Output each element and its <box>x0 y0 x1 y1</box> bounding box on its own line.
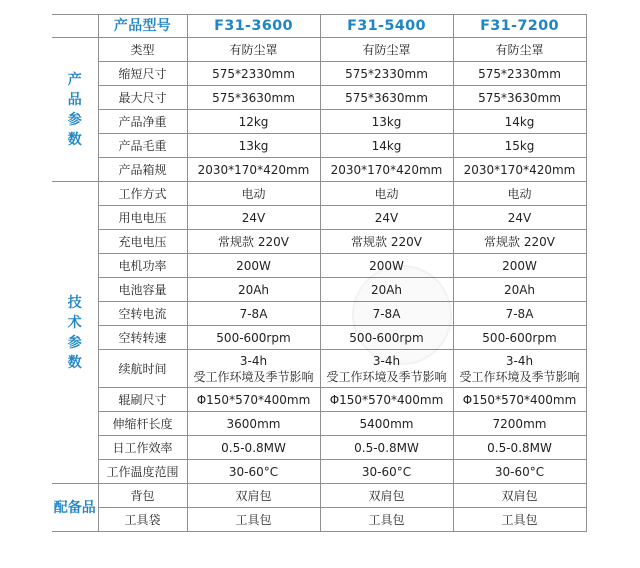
value-cell: Φ150*570*400mm <box>453 388 586 412</box>
value-cell: 3600mm <box>187 412 320 436</box>
value-cell: 有防尘罩 <box>320 38 453 62</box>
value-cell: 0.5-0.8MW <box>453 436 586 460</box>
value-cell: 500-600rpm <box>453 326 586 350</box>
table-row <box>52 302 586 326</box>
table-row <box>52 158 586 182</box>
value-cell: 电动 <box>453 182 586 206</box>
table-row <box>52 350 586 388</box>
header-model-3: F31-7200 <box>453 15 586 38</box>
value-cell: 0.5-0.8MW <box>187 436 320 460</box>
value-note: 受工作环境及季节影响 <box>459 369 580 384</box>
value-main: 3-4h <box>239 353 268 368</box>
section-label <box>52 38 98 182</box>
row-label: 工具袋 <box>98 508 187 532</box>
table-row <box>52 412 586 436</box>
value-cell: 30-60°C <box>320 460 453 484</box>
header-title: 产品型号 <box>98 15 187 38</box>
table-row <box>52 110 586 134</box>
section-label-char: 数 <box>67 354 82 371</box>
table-row <box>52 182 586 206</box>
value-main: 3-4h <box>505 353 534 368</box>
value-cell: 0.5-0.8MW <box>320 436 453 460</box>
value-cell: 200W <box>453 254 586 278</box>
row-label: 用电电压 <box>98 206 187 230</box>
value-note: 受工作环境及季节影响 <box>193 369 314 384</box>
table-row <box>52 388 586 412</box>
value-cell: 工具包 <box>453 508 586 532</box>
row-label: 工作温度范围 <box>98 460 187 484</box>
section-label-char: 技 <box>67 294 82 311</box>
header-model-1: F31-3600 <box>187 15 320 38</box>
value-main: 3-4h <box>372 353 401 368</box>
row-label: 空转电流 <box>98 302 187 326</box>
header-model-2: F31-5400 <box>320 15 453 38</box>
section-label-char: 参 <box>67 111 82 128</box>
value-cell: 20Ah <box>187 278 320 302</box>
value-cell: 30-60°C <box>453 460 586 484</box>
section-label-char: 术 <box>67 314 82 331</box>
table-row <box>52 62 586 86</box>
value-cell: 2030*170*420mm <box>187 158 320 182</box>
value-cell: 7-8A <box>187 302 320 326</box>
row-label: 背包 <box>98 484 187 508</box>
table-row <box>52 230 586 254</box>
section-label-char: 配备品 <box>53 499 96 516</box>
value-cell: 200W <box>187 254 320 278</box>
value-cell: 575*2330mm <box>187 62 320 86</box>
value-cell: 14kg <box>320 134 453 158</box>
value-cell: 电动 <box>320 182 453 206</box>
value-cell: 30-60°C <box>187 460 320 484</box>
value-cell: 24V <box>187 206 320 230</box>
value-cell: 200W <box>320 254 453 278</box>
value-cell: 500-600rpm <box>187 326 320 350</box>
value-cell: 2030*170*420mm <box>320 158 453 182</box>
value-cell <box>320 350 453 388</box>
value-cell: 常规款 220V <box>187 230 320 254</box>
row-label: 充电电压 <box>98 230 187 254</box>
value-cell: 24V <box>320 206 453 230</box>
section-label-char: 参 <box>67 334 82 351</box>
value-cell: 7200mm <box>453 412 586 436</box>
value-cell: 15kg <box>453 134 586 158</box>
value-cell: 双肩包 <box>453 484 586 508</box>
value-cell: 575*3630mm <box>320 86 453 110</box>
value-cell: 20Ah <box>453 278 586 302</box>
value-cell: 常规款 220V <box>453 230 586 254</box>
value-cell: 2030*170*420mm <box>453 158 586 182</box>
value-cell: 12kg <box>187 110 320 134</box>
section-label-char: 产 <box>67 71 82 88</box>
value-cell: 双肩包 <box>187 484 320 508</box>
row-label: 电机功率 <box>98 254 187 278</box>
row-label: 辊刷尺寸 <box>98 388 187 412</box>
value-cell: 电动 <box>187 182 320 206</box>
section-label <box>52 484 98 532</box>
table-row <box>52 326 586 350</box>
section-label-char: 数 <box>67 131 82 148</box>
value-cell: 20Ah <box>320 278 453 302</box>
table-row <box>52 460 586 484</box>
row-label: 产品毛重 <box>98 134 187 158</box>
table-row <box>52 134 586 158</box>
row-label: 工作方式 <box>98 182 187 206</box>
row-label: 伸缩杆长度 <box>98 412 187 436</box>
value-cell: 575*2330mm <box>320 62 453 86</box>
value-cell: 575*2330mm <box>453 62 586 86</box>
row-label: 产品箱规 <box>98 158 187 182</box>
table-row <box>52 484 586 508</box>
section-label <box>52 182 98 484</box>
value-cell: 工具包 <box>187 508 320 532</box>
spec-body <box>52 38 586 532</box>
table-row <box>52 206 586 230</box>
value-cell: 有防尘罩 <box>187 38 320 62</box>
value-note: 受工作环境及季节影响 <box>326 369 447 384</box>
row-label: 最大尺寸 <box>98 86 187 110</box>
value-cell: 有防尘罩 <box>453 38 586 62</box>
row-label: 缩短尺寸 <box>98 62 187 86</box>
table-row <box>52 436 586 460</box>
value-cell: 7-8A <box>453 302 586 326</box>
row-label: 电池容量 <box>98 278 187 302</box>
value-cell: 13kg <box>320 110 453 134</box>
value-cell: 575*3630mm <box>453 86 586 110</box>
table-row <box>52 38 586 62</box>
spec-table-container <box>52 14 585 532</box>
row-label: 产品净重 <box>98 110 187 134</box>
table-row <box>52 254 586 278</box>
table-row <box>52 86 586 110</box>
value-cell <box>187 350 320 388</box>
value-cell: Φ150*570*400mm <box>320 388 453 412</box>
table-row <box>52 278 586 302</box>
value-cell: 13kg <box>187 134 320 158</box>
value-cell: 7-8A <box>320 302 453 326</box>
value-cell: 双肩包 <box>320 484 453 508</box>
value-cell <box>453 350 586 388</box>
spec-table <box>52 14 587 532</box>
row-label: 续航时间 <box>98 350 187 388</box>
header-row <box>52 15 586 38</box>
value-cell: 5400mm <box>320 412 453 436</box>
value-cell: 14kg <box>453 110 586 134</box>
row-label: 空转转速 <box>98 326 187 350</box>
row-label: 日工作效率 <box>98 436 187 460</box>
value-cell: Φ150*570*400mm <box>187 388 320 412</box>
value-cell: 575*3630mm <box>187 86 320 110</box>
value-cell: 工具包 <box>320 508 453 532</box>
value-cell: 24V <box>453 206 586 230</box>
value-cell: 常规款 220V <box>320 230 453 254</box>
row-label: 类型 <box>98 38 187 62</box>
section-label-char: 品 <box>67 91 82 108</box>
value-cell: 500-600rpm <box>320 326 453 350</box>
header-corner <box>52 15 98 38</box>
table-row <box>52 508 586 532</box>
